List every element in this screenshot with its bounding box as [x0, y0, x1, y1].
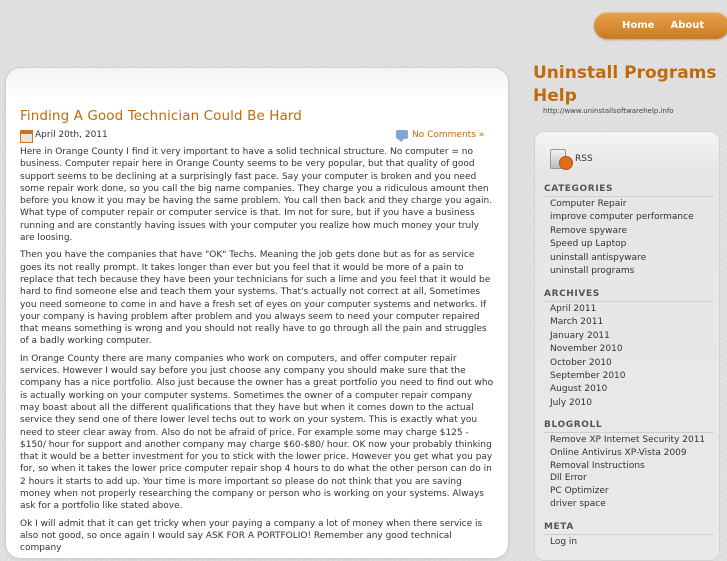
category-link[interactable]: uninstall programs — [550, 265, 635, 276]
blog-url: http://www.uninstallsoftwarehelp.info — [543, 107, 674, 115]
divider — [544, 432, 714, 433]
blogroll-link[interactable]: PC Optimizer — [550, 486, 609, 497]
category-link[interactable]: Computer Repair — [550, 199, 627, 209]
category-link[interactable]: Speed up Laptop — [550, 239, 627, 250]
post-title-link[interactable]: Finding A Good Technician Could Be Hard — [20, 108, 302, 124]
top-nav — [594, 12, 727, 39]
divider — [544, 196, 714, 197]
rss-link[interactable]: RSS — [575, 154, 593, 164]
post-paragraph: Here in Orange County I find it very important to have a solid technical structure. No computer = no business. Computer repair here in Orange County seems to be very popular, but that quality of good support seems to be declining at a surprisingly fast pace. Say your computer is broken and you need some repair work done, so you call the big name companies. They charge you a ridiculous amount then before you know it you may be having the same problem. You call then back and they charge you again. What type of computer repair or computer service is that. Im not for sure, but if you have a business running and are constantly having issues with your computer you realize how much money your truly are loosing. — [20, 147, 493, 244]
archives-list — [550, 303, 626, 410]
archive-link[interactable]: August 2010 — [550, 384, 608, 395]
post-paragraph: Ok I will admit that it can get tricky when your paying a company a lot of money when there service is also not good, so once again I would say ASK FOR A PORTFOLIO! Remember any good technical company — [20, 518, 483, 554]
archive-link[interactable]: April 2011 — [550, 304, 597, 314]
category-link[interactable]: improve computer performance — [550, 212, 694, 223]
meta-heading: META — [544, 522, 574, 532]
archive-link[interactable]: September 2010 — [550, 370, 626, 381]
blogroll-link[interactable]: Online Antivirus XP-Vista 2009 — [550, 447, 687, 458]
rss-badge-icon — [560, 157, 572, 169]
categories-heading: CATEGORIES — [544, 184, 614, 194]
post-meta — [20, 130, 490, 144]
category-link[interactable]: uninstall antispyware — [550, 252, 647, 263]
blogroll-link[interactable]: Removal Instructions — [550, 460, 645, 471]
category-link[interactable]: Remove spyware — [550, 225, 628, 236]
archive-link[interactable]: March 2011 — [550, 317, 604, 328]
sidebar — [534, 131, 720, 561]
archive-link[interactable]: November 2010 — [550, 344, 623, 355]
login-link[interactable]: Log in — [550, 537, 578, 547]
blogroll-link[interactable]: Dll Error — [550, 473, 587, 484]
blogroll-list — [550, 434, 705, 511]
post-paragraph: In Orange County there are many companies who work on computers, and offer computer repair services. However I would say before you just choose any company you should make sure that the company has a nice portfolio. Also just because the owner has a great portfolio you need to find out who is actually working on your computer systems. Sometimes the owner of a computer repair company may boast about all the different qualifications that they have but when it comes down to the actual service they send one of there lower level techs out to work on your system. This is exactly what you need to steer clear away from. Also do not be afraid of price. For example some may charge $125 - $150/ hour for support and another company may charge $60-$80/ hour. OK now your probably thinking that it would be a better investment for you to stick with the lower price. However you get what you pay for, so when it takes the lower price computer repair shop 4 hours to do what the other person can do in 2 hours it starts to add up. Your time is more important so please do not think that you are saving money when not properly researching the company or person who is working on your systems. Always ask for a portfolio like stated above. — [20, 353, 494, 512]
divider — [544, 534, 714, 535]
blogroll-link[interactable]: driver space — [550, 498, 606, 509]
post-paragraph: Then you have the companies that have "OK" Techs. Meaning the job gets done but as for as service goes its not really prompt. It takes longer than ever but you feel that it would be more of a pain to replace that tech because they have been your technicians for such a lime and you feel that it would be hard to find someone else and teach them your systems. That's actually not correct at all, Sometimes you need someone to come in and have a fresh set of eyes on your computer systems and networks. If your company is having problem after problem and you always seem to need your computer repaired that means something is wrong and you should not really have to go through all the pain and struggles of a badly working computer. — [20, 250, 491, 347]
rss-icon[interactable] — [550, 147, 574, 171]
post-card — [6, 68, 508, 558]
comments-link[interactable]: No Comments » — [412, 130, 485, 140]
post-body — [20, 146, 494, 560]
blog-title-link[interactable]: Uninstall Programs Help — [533, 63, 717, 106]
blogroll-link[interactable]: Remove XP Internet Security 2011 — [550, 435, 706, 445]
nav-home-link[interactable]: Home — [622, 20, 655, 31]
divider — [544, 301, 714, 302]
meta-list — [550, 536, 577, 549]
archive-link[interactable]: July 2010 — [550, 397, 592, 408]
calendar-icon — [20, 130, 33, 143]
archive-link[interactable]: October 2010 — [550, 357, 612, 368]
post-date: April 20th, 2011 — [35, 130, 108, 140]
nav-about-link[interactable]: About — [670, 20, 705, 31]
categories-list — [550, 198, 694, 278]
blogroll-heading: BLOGROLL — [544, 420, 603, 430]
archives-heading: ARCHIVES — [544, 289, 600, 299]
comment-bubble-icon — [396, 130, 408, 139]
archive-link[interactable]: January 2011 — [550, 330, 610, 341]
